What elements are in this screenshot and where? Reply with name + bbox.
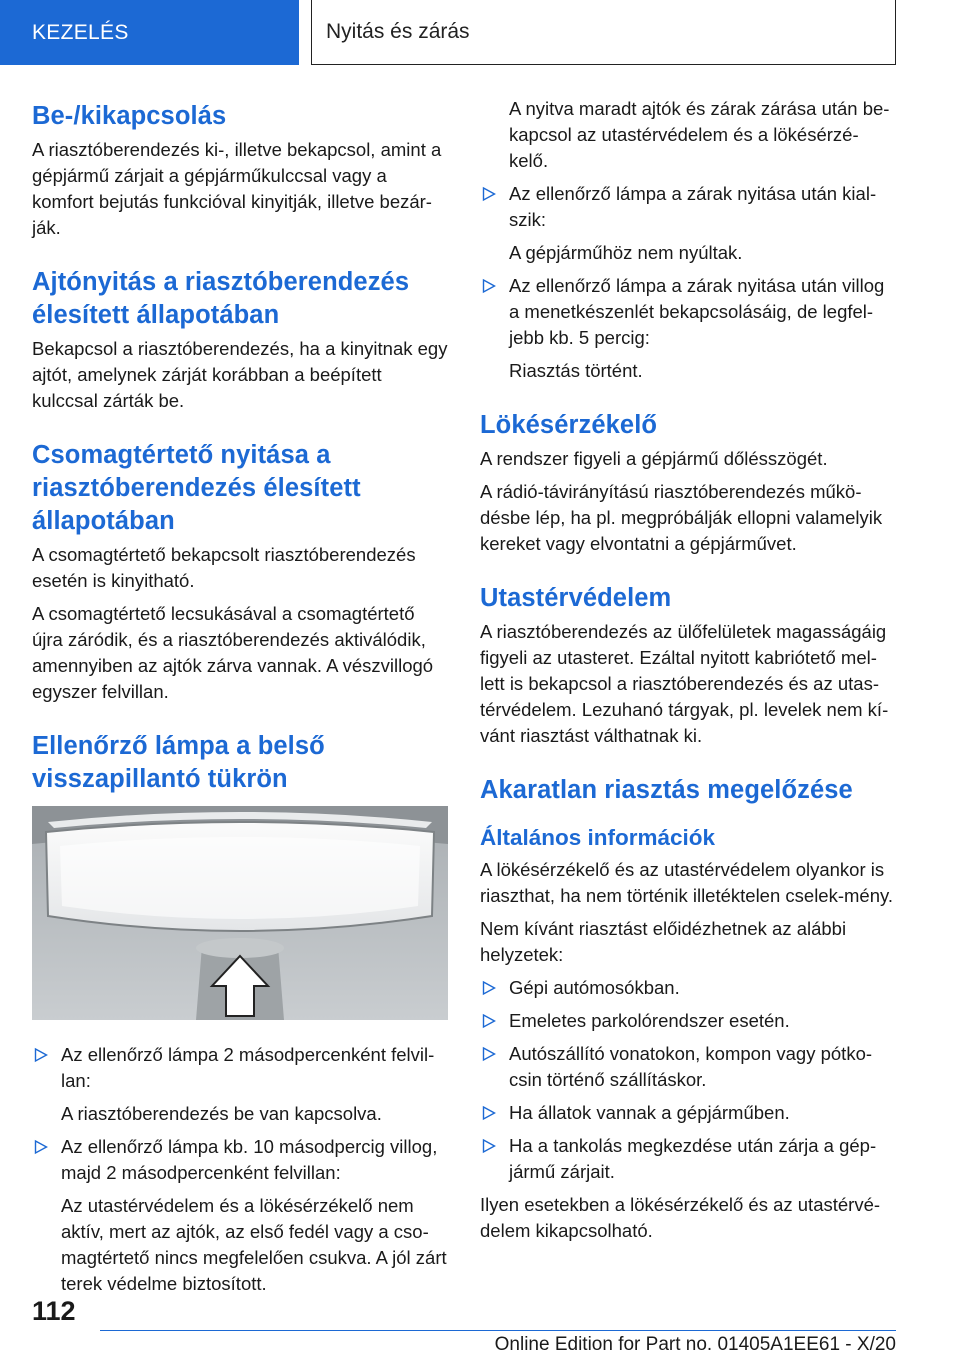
page-number: 112 bbox=[32, 1296, 76, 1326]
triangle-bullet-icon bbox=[34, 1139, 48, 1155]
paragraph: A csomagtértető lecsukásával a csomagtértető újra záródik, és a riasztóberendezés aktiválódik, amennyiben az ajtók zárva vannak. A vészvillogó egyszer felvillan. bbox=[32, 603, 434, 702]
paragraph: A rendszer figyeli a gépjármű dőlésszögét. bbox=[480, 448, 828, 469]
paragraph: Bekapcsol a riasztóberendezés, ha a kinyitnak egy ajtót, amelynek zárját korábban a beépített kulccsal zárták be. bbox=[32, 338, 448, 411]
heading-utastervedelem: Utastérvédelem bbox=[480, 584, 672, 612]
paragraph: A csomagtértető bekapcsolt riasztóberendezés esetén is kinyitható. bbox=[32, 544, 416, 591]
triangle-bullet-icon bbox=[482, 1046, 496, 1062]
triangle-bullet-icon bbox=[482, 1013, 496, 1029]
list-item-detail: Az utastérvédelem és a lökésérzékelő nem aktív, mert az ajtók, az első fedél vagy a cso-magtértető nincs megfelelően csukva. A jól zárt terek védelme biztosított. bbox=[61, 1195, 447, 1294]
chapter-header bbox=[311, 0, 896, 65]
list-item: Az ellenőrző lámpa 2 másodpercenként felvil-lan: bbox=[32, 1042, 448, 1094]
paragraph: A rádió-távirányítású riasztóberendezés műkö-désbe lép, ha pl. megpróbálják ellopni valamelyik kereket vagy elvontatni a gépjárművet. bbox=[480, 481, 883, 554]
heading-lokeserzekelo: Lökésérzékelő bbox=[480, 411, 658, 439]
list-item: Az ellenőrző lámpa a zárak nyitása után villog a menetkészenlét bekapcsolásáig, de legfel-jebb kb. 5 percig: bbox=[480, 273, 896, 351]
triangle-bullet-icon bbox=[482, 1105, 496, 1121]
chapter-label: Nyitás és zárás bbox=[326, 20, 470, 43]
rearview-mirror-illustration bbox=[32, 806, 448, 1020]
subheading-altalanos-informaciok: Általános információk bbox=[480, 825, 716, 850]
heading-akaratlan-riasztas: Akaratlan riasztás megelőzése bbox=[480, 776, 853, 804]
triangle-bullet-icon bbox=[482, 278, 496, 294]
heading-csomagterteto: Csomagtértető nyitása a riasztóberendezés élesített állapotában bbox=[32, 441, 361, 535]
heading-ellenorzo-lampa: Ellenőrző lámpa a belső visszapillantó tükrön bbox=[32, 732, 325, 793]
paragraph: A riasztóberendezés ki-, illetve bekapcsol, amint a gépjármű zárjait a gépjárműkulccsal vagy a komfort bejutás funkcióval kinyitják, illetve bezár-ják. bbox=[32, 139, 442, 238]
footer-edition: Online Edition for Part no. 01405A1EE61 - X/20 bbox=[494, 1334, 896, 1355]
list-item: Az ellenőrző lámpa kb. 10 másodpercig villog, majd 2 másodpercenként felvillan: bbox=[32, 1134, 448, 1186]
list-item-detail: A gépjárműhöz nem nyúltak. bbox=[509, 242, 743, 263]
list-item-detail: A riasztóberendezés be van kapcsolva. bbox=[61, 1103, 382, 1124]
footer-divider bbox=[100, 1330, 896, 1331]
right-column bbox=[480, 96, 896, 1251]
paragraph: A lökésérzékelő és az utastérvédelem olyankor is riaszthat, ha nem történik illetéktelen cselek-mény. bbox=[480, 859, 894, 906]
triangle-bullet-icon bbox=[482, 1138, 496, 1154]
heading-ajtonyitas: Ajtónyitás a riasztóberendezés élesített állapotában bbox=[32, 268, 410, 329]
list-item-detail: Riasztás történt. bbox=[509, 360, 643, 381]
left-column bbox=[32, 100, 448, 1304]
triangle-bullet-icon bbox=[34, 1047, 48, 1063]
list-item: Gépi autómosókban. bbox=[480, 975, 896, 1001]
list-item: Autószállító vonatokon, kompon vagy pótko-csin történő szállításkor. bbox=[480, 1041, 896, 1093]
list-item: Az ellenőrző lámpa a zárak nyitása után kial-szik: bbox=[480, 181, 896, 233]
list-item-detail: A nyitva maradt ajtók és zárak zárása után be-kapcsol az utastérvédelem és a lökésérzé-kelő. bbox=[509, 98, 890, 171]
section-tab[interactable] bbox=[0, 0, 299, 65]
section-label: KEZELÉS bbox=[32, 20, 129, 44]
heading-be-kikapcsolas: Be-/kikapcsolás bbox=[32, 102, 227, 130]
paragraph: Ilyen esetekben a lökésérzékelő és az utastérvé-delem kikapcsolható. bbox=[480, 1194, 881, 1241]
paragraph: A riasztóberendezés az ülőfelületek magasságáig figyeli az utasteret. Ezáltal nyitott kabriótető mel-lett is bekapcsol a riasztóberendezés és az utas-térvédelem. Lezuhanó tárgyak, pl. levelek nem kí-vánt riasztást válthatnak ki. bbox=[480, 621, 889, 746]
triangle-bullet-icon bbox=[482, 980, 496, 996]
paragraph: Nem kívánt riasztást előidézhetnek az alábbi helyzetek: bbox=[480, 918, 847, 965]
list-item: Ha a tankolás megkezdése után zárja a gép-jármű zárjait. bbox=[480, 1133, 896, 1185]
list-item: Ha állatok vannak a gépjárműben. bbox=[480, 1100, 896, 1126]
triangle-bullet-icon bbox=[482, 186, 496, 202]
list-item: Emeletes parkolórendszer esetén. bbox=[480, 1008, 896, 1034]
